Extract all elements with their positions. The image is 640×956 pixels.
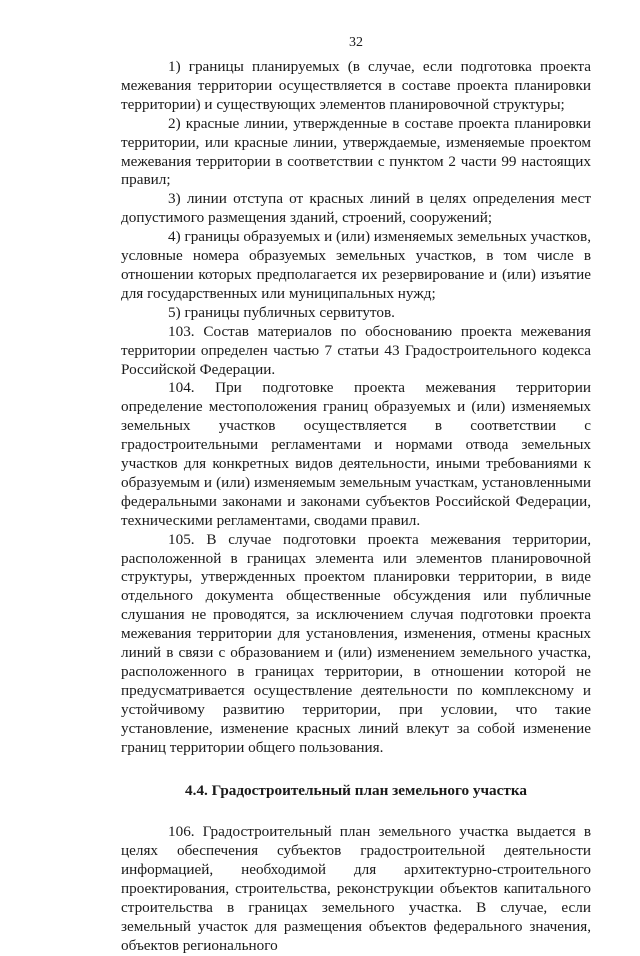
- paragraph-item-2: 2) красные линии, утвержденные в составе проекта планировки территории, или красные линии, утверждаемые, изменяемые проектом межевания территории в соответствии с пунктом 2 части 99 настоящих правил;: [121, 114, 591, 189]
- paragraph-105: 105. В случае подготовки проекта межевания территории, расположенной в границах элемента или элементов планировочной структуры, утвержденных проектом планировки территории, в виде отдельного документа общественные обсуждения или публичные слушания не проводятся, за исключением случая подготовки проекта межевания территории для установления, изменения, отмены красных линий в связи с образованием и (или) изменением земельного участка, расположенного в границах территории, в отношении которой не предусматривается осуществление деятельности по комплексному и устойчивому развитию территории, при условии, что такие установление, изменение красных линий влекут за собой изменение границ территории общего пользования.: [121, 530, 591, 756]
- document-page: [121, 34, 591, 956]
- section-heading: 4.4. Градостроительный план земельного участка: [185, 781, 527, 799]
- paragraph-106: 106. Градостроительный план земельного участка выдается в целях обеспечения субъектов градостроительной деятельности информацией, необходимой для архитектурно-строительного проектирования, строительства, реконструкции объектов капитального строительства в границах земельного участка. В случае, если земельный участок для размещения объектов федерального значения, объектов регионального: [121, 823, 591, 954]
- page-number: 32: [349, 35, 363, 50]
- paragraph-104: 104. При подготовке проекта межевания территории определение местоположения границ образуемых и (или) изменяемых земельных участков осуществляется в соответствии с градостроительными регламентами и нормами отвода земельных участков для конкретных видов деятельности, иными требованиями к образуемым и (или) изменяемым земельным участкам, установленными федеральными законами и законами субъектов Российской Федерации, техническими регламентами, сводами правил.: [121, 379, 591, 529]
- paragraph-103: 103. Состав материалов по обоснованию проекта межевания территории определен частью 7 статьи 43 Градостроительного кодекса Российской Федерации.: [121, 322, 591, 378]
- paragraph-item-1: 1) границы планируемых (в случае, если подготовка проекта межевания территории осуществляется в составе проекта планировки территории) и существующих элементов планировочной структуры;: [121, 58, 591, 113]
- paragraph-item-4: 4) границы образуемых и (или) изменяемых земельных участков, условные номера образуемых земельных участков, в том числе в отношении которых предполагается их резервирование и (или) изъятие для государственных или муниципальных нужд;: [121, 228, 591, 302]
- paragraph-item-3: 3) линии отступа от красных линий в целях определения мест допустимого размещения зданий, строений, сооружений;: [121, 190, 591, 227]
- paragraph-item-5: 5) границы публичных сервитутов.: [168, 303, 395, 321]
